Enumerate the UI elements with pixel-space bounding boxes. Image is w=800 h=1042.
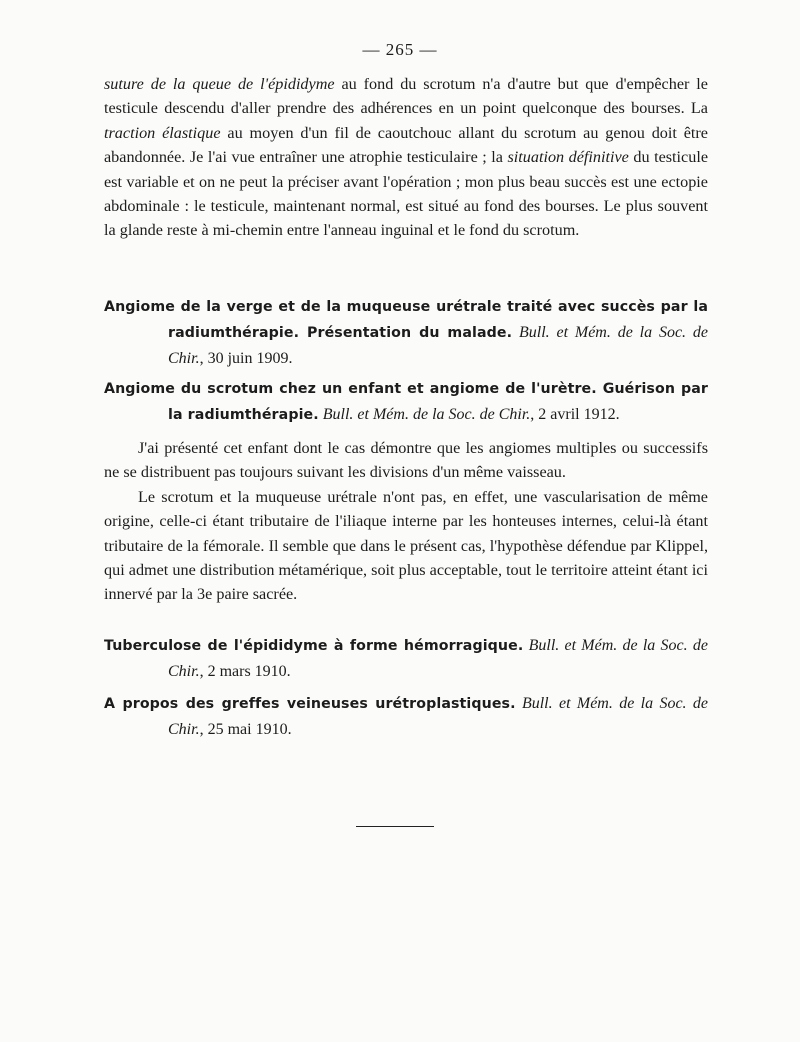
entry-reference: Bull. et Mém. de la Soc. de Chir. bbox=[168, 695, 709, 738]
entry-date: , 30 juin 1909. bbox=[199, 350, 293, 367]
bibliography-entry-3 bbox=[104, 633, 708, 685]
continuation-text-2: au moyen d'un fil de caoutchouc allant du scrotum au genou doit être abandonnée. Je l'ai vue entraîner une atrophie testiculaire ; la bbox=[104, 123, 708, 167]
entry-title: A propos des greffes veineuses urétroplastiques. bbox=[104, 696, 516, 712]
continuation-text-3: du testicule est variable et on ne peut la préciser avant l'opération ; mon plus beau succès est une ectopie abdominale : le testicule, maintenant normal, est situé au fond des bourses. Le plus souvent la glande reste à mi-chemin entre l'anneau inguinal et le fond du scrotum. bbox=[104, 148, 709, 240]
entry-2-body bbox=[104, 436, 708, 607]
bibliography-entry-2 bbox=[104, 376, 708, 428]
continuation-paragraph bbox=[104, 72, 708, 243]
entry-reference: Bull. et Mém. de la Soc. de Chir. bbox=[322, 406, 531, 423]
body-paragraph-1: J'ai présenté cet enfant dont le cas démontre que les angiomes multiples ou successifs ne se distribuent pas toujours suivant les divisions d'un même vaisseau. bbox=[104, 439, 708, 482]
bibliography-entry-1 bbox=[104, 294, 708, 372]
body-paragraph-2: Le scrotum et la muqueuse urétrale n'ont pas, en effet, une vascularisation de même origine, celle-ci étant tributaire de l'iliaque interne par les honteuses internes, celui-là étant tributaire de la fémorale. Il semble que dans le présent cas, l'hypothèse défendue par Klippel, qui admet une distribution métamérique, soit plus acceptable, tout le territoire atteint étant ici innervé par la 3e paire sacrée. bbox=[104, 487, 708, 604]
entry-date: , 25 mai 1910. bbox=[199, 721, 292, 738]
bibliography-entry-4 bbox=[104, 691, 708, 743]
entry-title: Angiome du scrotum chez un enfant et angiome de l'urètre. Guérison par la radiumthérapie. bbox=[104, 381, 708, 423]
entry-date: , 2 mars 1910. bbox=[199, 663, 291, 680]
section-divider bbox=[356, 826, 434, 827]
page-number: — 265 — bbox=[362, 40, 438, 59]
entry-reference: Bull. et Mém. de la Soc. de Chir. bbox=[168, 637, 708, 680]
entry-reference: Bull. et Mém. de la Soc. de Chir. bbox=[168, 324, 709, 367]
emphasis-suture: suture de la queue de l'épididyme bbox=[104, 75, 335, 93]
entry-date: , 2 avril 1912. bbox=[530, 406, 620, 423]
emphasis-traction: traction élastique bbox=[104, 123, 221, 142]
continuation-text-1: au fond du scrotum n'a d'autre but que d'empêcher le testicule descendu d'aller prendre des adhérences en un point quelconque des bourses. La bbox=[104, 75, 708, 118]
entry-title: Angiome de la verge et de la muqueuse urétrale traité avec succès par la radiumthérapie. Présentation du malade. bbox=[104, 299, 708, 341]
entry-title: Tuberculose de l'épididyme à forme hémorragique. bbox=[104, 638, 524, 654]
emphasis-situation: situation définitive bbox=[507, 148, 629, 167]
